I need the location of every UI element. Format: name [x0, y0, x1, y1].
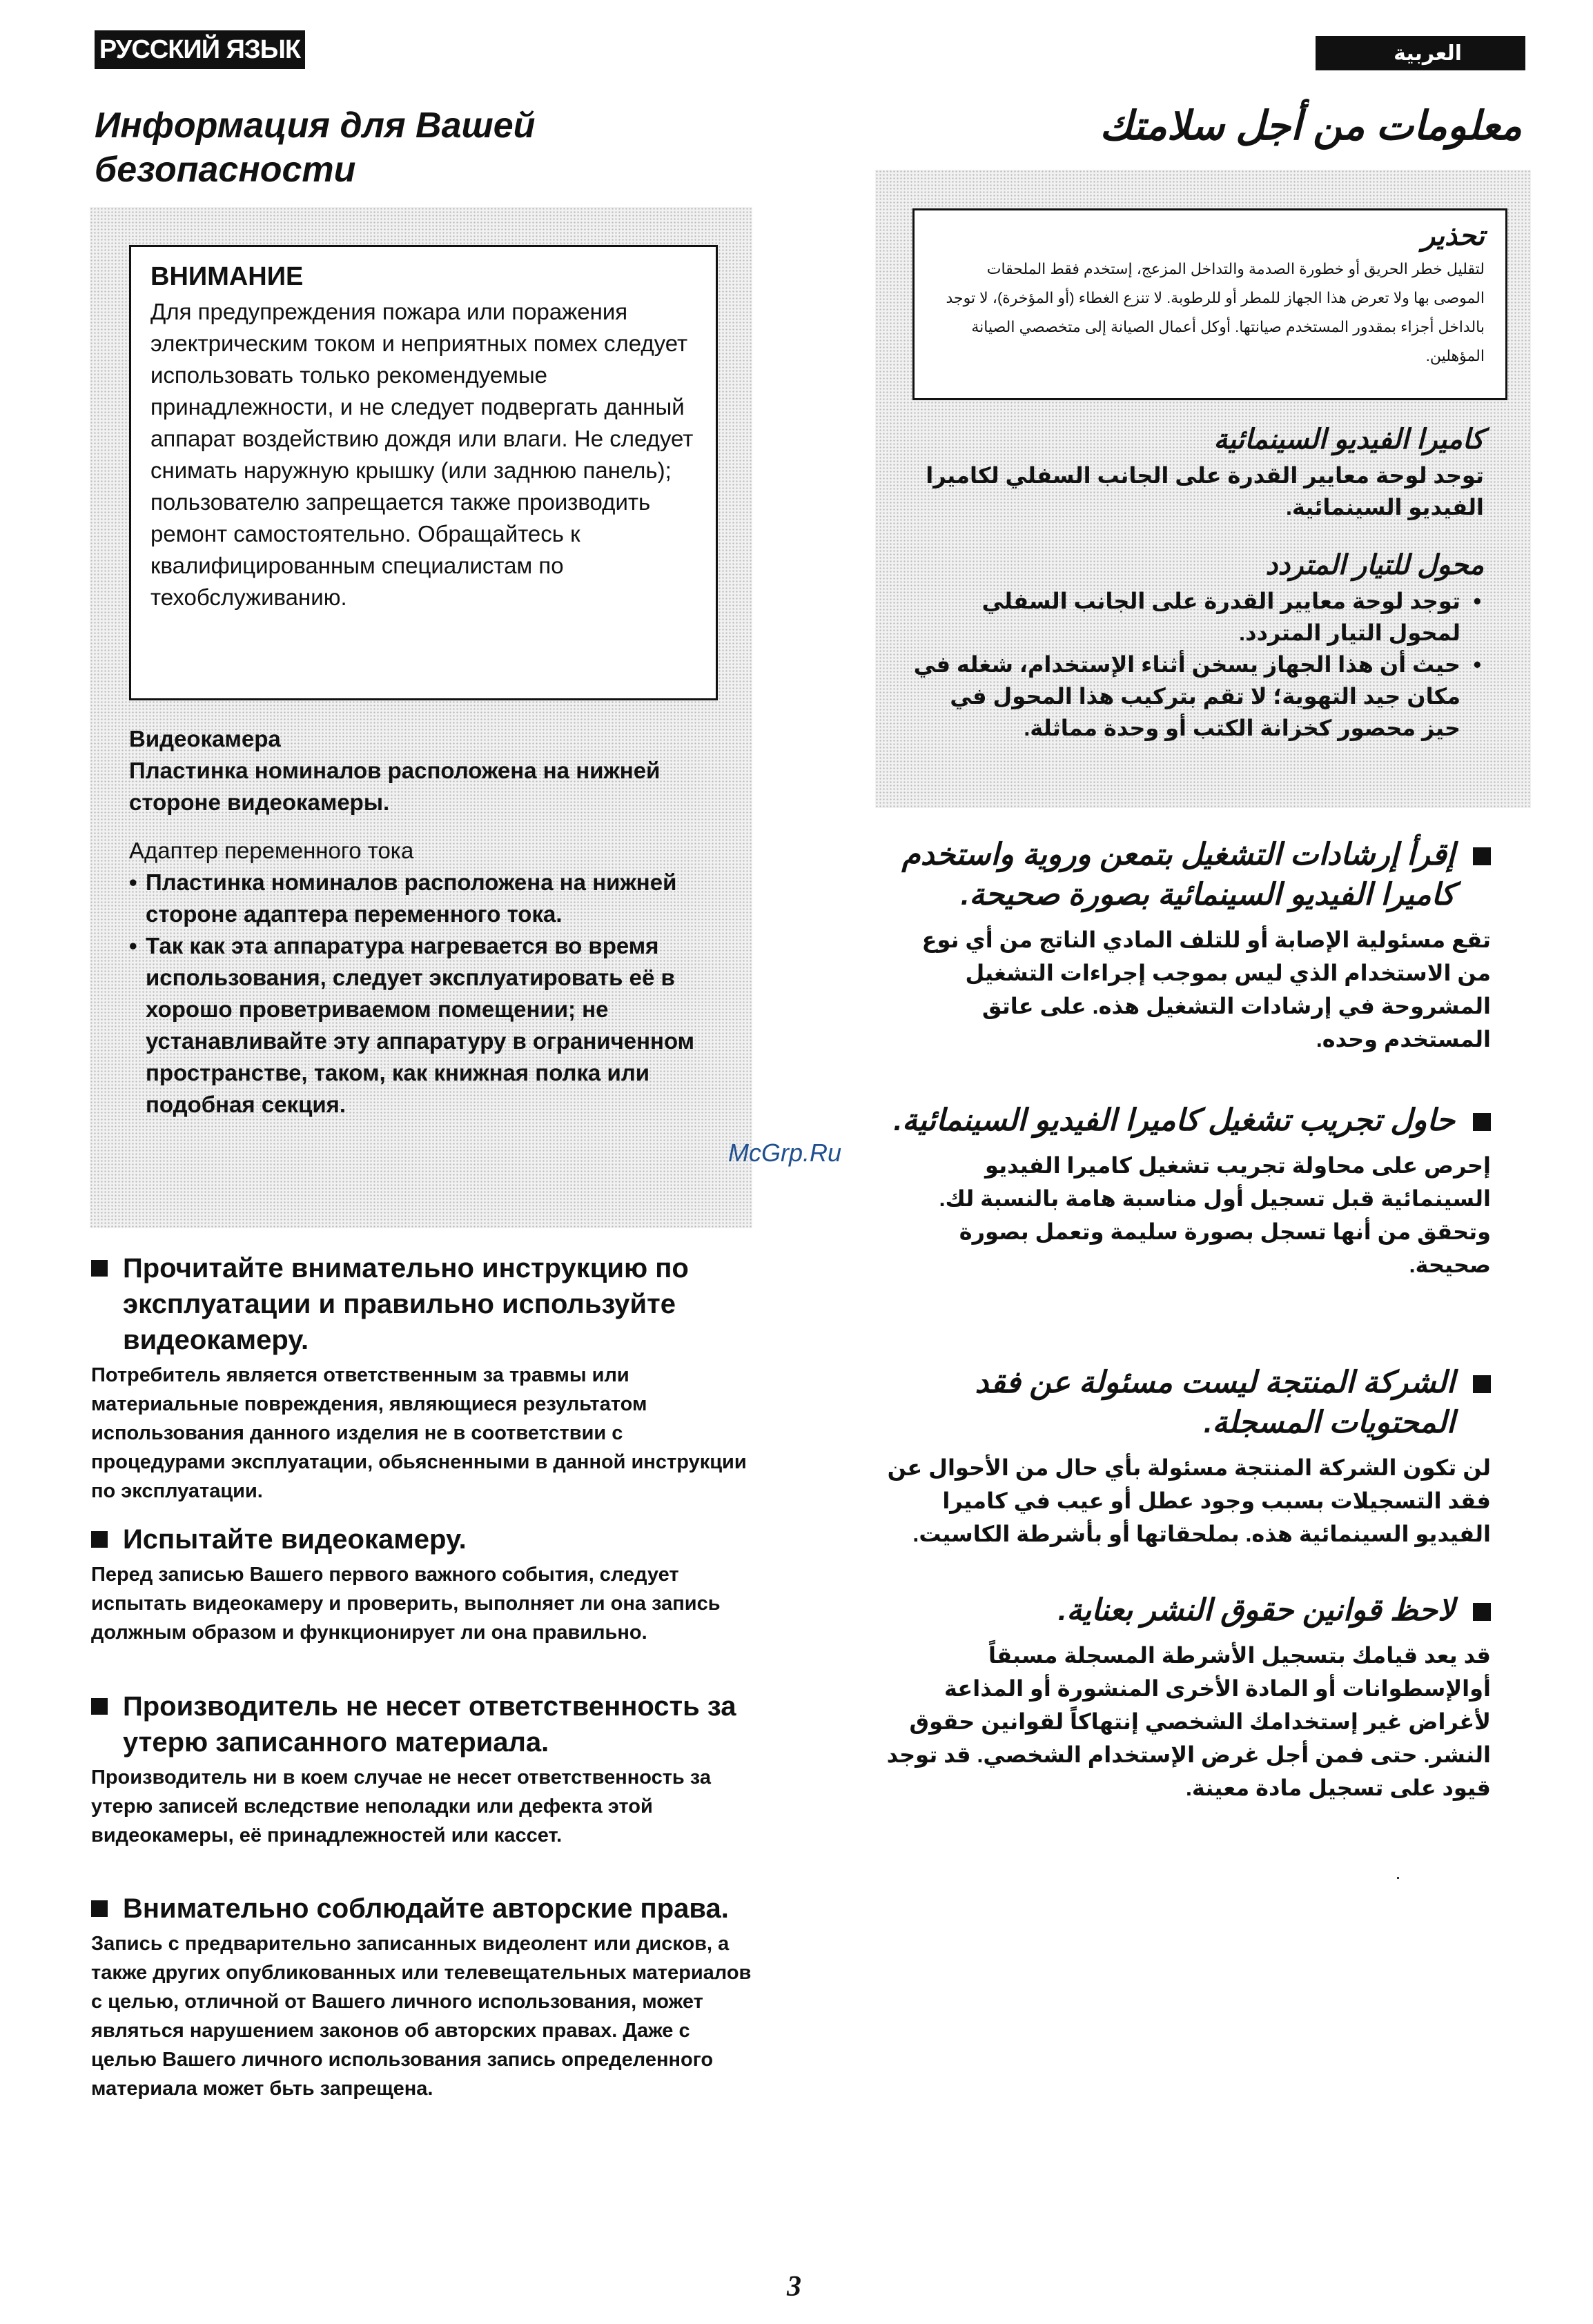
- russian-camcorder-title: Видеокамера: [129, 726, 281, 751]
- russian-adapter-list: [129, 867, 723, 1121]
- arabic-section-no-liability: [883, 1363, 1491, 1550]
- russian-section-copyright: [91, 1891, 754, 2103]
- russian-camcorder-note: [129, 723, 723, 818]
- arabic-warning-title: تحذير: [1421, 221, 1485, 251]
- section-body: قد يعد قيامك بتسجيل الأشرطة المسجلة مسبقاً أوالإسطوانات أو المادة الأخرى المنشورة أو المذاعة لأغراض غير إستخدامك الشخصي إنتهاكاً لقوانين حقوق النشر. حتى فمن أجل غرض الإستخدام الشخصي. قد توجد قيود على تسجيل مادة معينة.: [886, 1643, 1491, 1800]
- stray-dot: [1397, 1877, 1399, 1879]
- arabic-section-read-instructions: [883, 835, 1491, 1056]
- section-heading: Производитель не несет ответственность за утерю записанного материала.: [91, 1688, 754, 1760]
- section-body: Потребитель является ответственным за травмы или материальные повреждения, являющиеся результатом использования данного изделия не в соответствии с процедурами эксплуатации, обьясненными в данной инструкции по эксплуатации.: [91, 1364, 747, 1502]
- section-heading: لاحظ قوانين حقوق النشر بعناية.: [883, 1591, 1491, 1631]
- section-heading: Внимательно соблюдайте авторские права.: [91, 1891, 754, 1927]
- arabic-warning-box: [912, 208, 1507, 400]
- arabic-section-test-camera: [883, 1101, 1491, 1281]
- arabic-adapter-list: [911, 585, 1484, 744]
- section-heading: Испытайте видеокамеру.: [91, 1522, 754, 1557]
- arabic-warning-text: لتقليل خطر الحريق أو خطورة الصدمة والتداخل المزعج، إستخدم فقط الملحقات الموصى بها ولا تعرض هذا الجهاز للمطر أو للرطوبة. لا تنزع الغطاء (أو المؤخرة)، لا توجد بالداخل أجزاء بمقدور المستخدم صيانتها. أوكل أعمال الصيانة إلى متخصصي الصيانة المؤهلين.: [946, 260, 1485, 364]
- russian-section-no-liability: [91, 1688, 754, 1850]
- section-body: إحرص على محاولة تجريب تشغيل كاميرا الفيديو السينمائية قبل تسجيل أول مناسبة هامة بالنسبة لك. وتحقق من أنها تسجل بصورة سليمة وتعمل بصورة صحيحة.: [939, 1153, 1491, 1277]
- section-heading: إقرأ إرشادات التشغيل بتمعن وروية واستخدم كاميرا الفيديو السينمائية بصورة صحيحة.: [883, 835, 1491, 915]
- list-item: • حيث أن هذا الجهاز يسخن أثناء الإستخدام، شغله في مكان جيد التهوية؛ لا تقم بتركيب هذا المحول في حيز محصور كخزانة الكتب أو وحدة مماثلة.: [911, 649, 1460, 744]
- russian-warning-box: [129, 245, 718, 700]
- page-number: 3: [787, 2271, 801, 2303]
- russian-camcorder-text: Пластинка номиналов расположена на нижней стороне видеокамеры.: [129, 758, 661, 815]
- arabic-camcorder-title: كاميرا الفيديو السينمائية: [1213, 424, 1484, 455]
- list-item: • Так как эта аппаратура нагревается во время использования, следует эксплуатировать её в хорошо проветриваемом помещении; не устанавливайте эту аппаратуру в ограниченном пространстве, таком, как книжная полка или подобная секция.: [129, 930, 723, 1121]
- arabic-camcorder-note: [911, 420, 1484, 523]
- arabic-adapter-title: محول للتيار المتردد: [1265, 550, 1484, 580]
- russian-page-title: [95, 104, 716, 192]
- watermark: McGrp.Ru: [728, 1139, 842, 1167]
- section-body: لن تكون الشركة المنتجة مسئولة بأي حال من الأحوال عن فقد التسجيلات بسبب وجود عطل أو عيب في كاميرا الفيديو السينمائية هذه. بملحقاتها أو بأشرطة الكاسيت.: [887, 1455, 1491, 1546]
- russian-adapter-title: Адаптер переменного тока: [129, 838, 414, 863]
- russian-title-line-1: Информация для Вашей: [95, 106, 536, 146]
- arabic-page-title: معلومات من أجل سلامتك: [1100, 104, 1522, 148]
- arabic-adapter-note: [911, 545, 1484, 744]
- section-heading: حاول تجريب تشغيل كاميرا الفيديو السينمائية.: [883, 1101, 1491, 1141]
- list-item: • توجد لوحة معايير القدرة على الجانب السفلي لمحول التيار المتردد.: [911, 585, 1460, 649]
- section-body: Перед записью Вашего первого важного события, следует испытать видеокамеру и проверить, выполняет ли она запись должным образом и функционирует ли она правильно.: [91, 1564, 721, 1644]
- section-body: Запись с предварительно записанных видеолент или дисков, а также других опубликованных или телевещательных материалов с целью, отличной от Вашего личного использования, может являться нарушением законов об авторских правах. Даже с целью Вашего личного использования запись определенного материала может бьть запрещена.: [91, 1933, 752, 2100]
- section-heading: Прочитайте внимательно инструкцию по эксплуатации и правильно используйте видеокамеру.: [91, 1250, 754, 1358]
- russian-adapter-note: [129, 835, 723, 1121]
- arabic-section-copyright: [883, 1591, 1491, 1804]
- russian-title-line-2: безопасности: [95, 150, 356, 190]
- russian-language-tag: РУССКИЙ ЯЗЫК: [95, 30, 305, 69]
- russian-warning-title: ВНИМАНИЕ: [150, 262, 304, 291]
- section-body: تقع مسئولية الإصابة أو للتلف المادي الناتج من أي نوع من الاستخدام الذي ليس بموجب إجراءات التشغيل المشروحة في إرشادات التشغيل هذه. على عاتق المستخدم وحده.: [921, 927, 1491, 1052]
- arabic-camcorder-text: توجد لوحة معايير القدرة على الجانب السفلي لكاميرا الفيديو السينمائية.: [926, 463, 1484, 520]
- list-item: • Пластинка номиналов расположена на нижней стороне адаптера переменного тока.: [129, 867, 723, 930]
- russian-section-read-instructions: [91, 1250, 754, 1506]
- russian-warning-text: Для предупреждения пожара или поражения электрическим током и неприятных помех следует использовать только рекомендуемые принадлежности, и не следует подвергать данный аппарат воздействию дождя или влаги. Не следует снимать наружную крышку (или заднюю панель); пользователю запрещается также производить ремонт самостоятельно. Обращайтесь к квалифицированным специалистам по техобслуживанию.: [150, 299, 694, 610]
- section-body: Производитель ни в коем случае не несет ответственность за утерю записей вследствие неполадки или дефекта этой видеокамеры, её принадлежностей или кассет.: [91, 1766, 711, 1847]
- russian-section-test-camera: [91, 1522, 754, 1647]
- section-heading: الشركة المنتجة ليست مسئولة عن فقد المحتويات المسجلة.: [883, 1363, 1491, 1443]
- arabic-language-tag: العربية: [1316, 36, 1525, 70]
